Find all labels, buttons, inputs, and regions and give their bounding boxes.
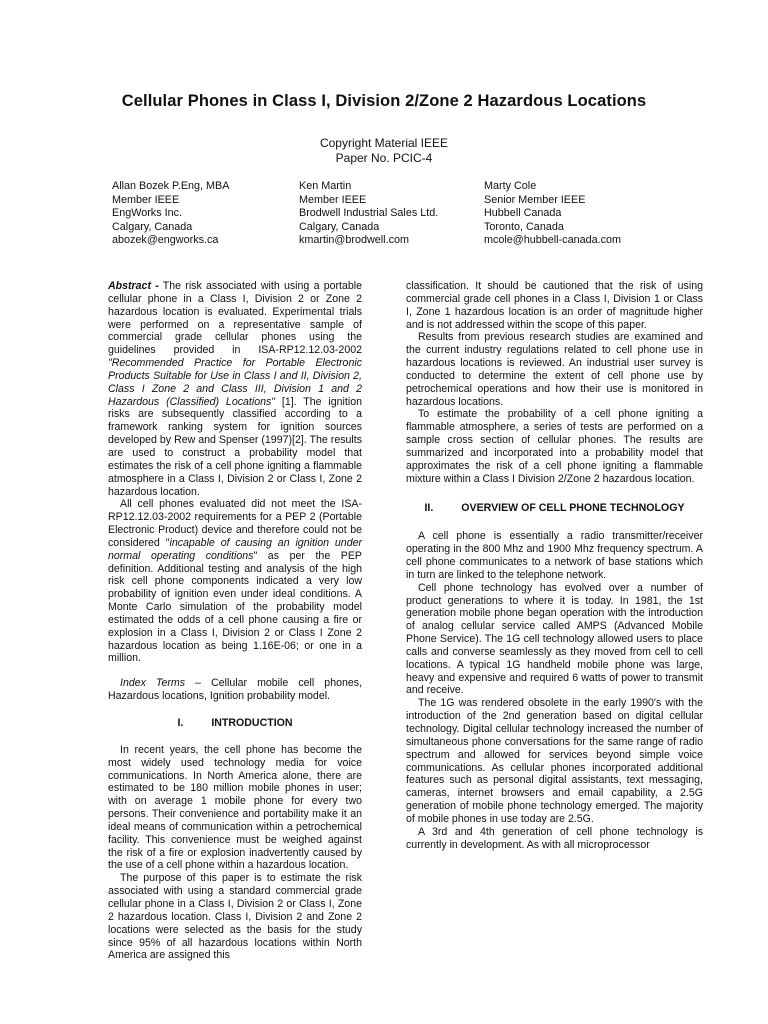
index-terms-label: Index Terms [120,677,186,690]
abstract-text: All cell phones evaluated did not meet the ISA-RP12.12.03-2002 requirements for a PEP 2 (Portable Electronic Product) device and therefore could not be considered " [108,498,362,549]
author-email: kmartin@brodwell.com [299,234,409,247]
index-terms-text: Cellular mobile cell phones, Hazardous locations, Ignition probability model. [108,677,363,703]
abstract-text: The risk associated with using a portable cellular phone in a Class I, Division 2 or Zone 2 hazardous location is evaluated. Experimental trials were performed on a representative sample of commercial grade cellular phones using the guidelines provided in ISA-RP12.12.03-2002 [108,280,362,357]
abstract-text: " as per the PEP definition. Additional testing and analysis of the high risk cell phone components indicated a very low probability of ignition even under ideal conditions. A Monte Carlo simulation of the probability model estimated the odds of a cell phone causing a fire or explosion in a Class I, Division 2 or Class I Zone 2 hazardous location as being 1.16E-06; or one in a million. [108,549,362,665]
author-2 [299,180,438,248]
right-column [406,280,703,851]
author-location: Calgary, Canada [112,220,193,233]
author-name: Ken Martin [299,180,352,192]
overview-paragraph: A cell phone is essentially a radio transmitter/receiver operating in the 800 Mhz and 1900 Mhz frequency spectrum. A cell phone communicates to a network of base stations which in turn are linked to the telephone network. [406,530,703,581]
section-number: II. [424,501,434,514]
author-org: EngWorks Inc. [112,207,183,220]
abstract-paragraph-1 [108,280,362,498]
paper-title: Cellular Phones in Class I, Division 2/Zone 2 Hazardous Locations [121,92,647,110]
intro-paragraph: To estimate the probability of a cell phone igniting a flammable atmosphere, a series of tests are performed on a sample cross section of cellular phones. The results are summarized and incorporated into a probability model that approximates the risk of a cell phone igniting a flammable mixture within a Class I Division 2/Zone 2 hazardous location. [406,408,703,485]
overview-paragraph: A 3rd and 4th generation of cell phone technology is currently in development. As with all microprocessor [406,825,703,851]
index-terms [108,677,362,703]
section-heading-introduction [108,717,362,730]
abstract-cited-title: "Recommended Practice for Portable Electronic Products Suitable for Use in Class I and II, Division 2, Class I Zone 2 and Class III, Division 1 and 2 Hazardous (Classified) Locations" [108,357,362,408]
section-number: I. [177,717,184,729]
abstract-paragraph-2 [108,498,362,665]
overview-paragraph: The 1G was rendered obsolete in the early 1990's with the introduction of the 2nd generation based on digital cellular technology. Digital cellular technology increased the number of simultaneous phone conversations for the same range of radio spectrum and allowed for services beyond simple voice communications. As cellular phones incorporated additional features such as personal digital assistants, text messaging, cameras, internet browsers and email capability, a 2.5G generation of mobile phone technology emerged. The majority of mobile phones in use today are 2.5G. [406,697,703,825]
author-name: Marty Cole [484,180,537,192]
section-title: INTRODUCTION [211,717,293,729]
overview-paragraph: Cell phone technology has evolved over a number of product generations to where it is today. In 1981, the 1st generation mobile phone began operation with the introduction of analog cellular service called AMPS (Advanced Mobile Phone Service). The 1G cell technology allowed users to place calls and converse seamlessly as they moved from cell to cell locations. A typical 1G handheld mobile phone was large, heavy and expensive and required 6 watts of power to transmit and receive. [406,581,703,697]
left-column [108,280,362,962]
author-org: Hubbell Canada [484,207,562,220]
copyright-block [0,136,768,166]
intro-continued-paragraph: classification. It should be cautioned that the risk of using commercial grade cell phones in a Class I, Division 1 or Class I, Zone 1 hazardous location is an order of magnitude higher and is not addressed within the scope of this paper. [406,280,703,331]
paper-number: Paper No. PCIC-4 [335,151,433,165]
author-role: Member IEEE [299,193,367,206]
intro-paragraph: Results from previous research studies are examined and the current industry regulations related to cell phone use in hazardous locations is reviewed. An industrial user survey is conducted to determine the extent of cell phone use by petrochemical operations and how their use is monitored in hazardous locations. [406,331,703,408]
intro-paragraph: In recent years, the cell phone has become the most widely used technology media for voice communications. In North America alone, there are estimated to be 180 million mobile phones in user; with on average 1 mobile phone for every two persons. Their convenience and portability make it an ideal means of communication within a petrochemical facility. This convenience must be weighed against the risk of a fire or explosion inadvertently caused by the use of a cell phone within a hazardous location. [108,743,362,872]
author-1 [112,180,229,248]
abstract-label: Abstract - [108,280,159,292]
author-role: Member IEEE [112,193,180,206]
author-role: Senior Member IEEE [484,193,586,206]
author-name: Allan Bozek P.Eng, MBA [112,180,230,192]
author-3 [484,180,621,248]
intro-paragraph: The purpose of this paper is to estimate the risk associated with using a standard commercial grade cellular phone in a Class I, Division 2 or Class I, Zone 2 hazardous location. Class I, Division 2 and Zone 2 locations were selected as the basis for the study since 95% of all hazardous locations within North America are assigned this [108,872,362,962]
abstract-quote: incapable of causing an ignition under normal operating conditions [108,536,362,562]
section-heading-overview [406,502,703,515]
abstract-text: [1]. The ignition risks are subsequently classified according to a framework ranking system for ignition sources developed by Rew and Spenser (1997)[2]. The results are used to construct a probability model that estimates the risk of a cell phone igniting a flammable atmosphere in a Class I, Division 2 or Class I, Zone 2 hazardous location. [108,395,362,498]
copyright-line: Copyright Material IEEE [319,136,449,150]
author-org: Brodwell Industrial Sales Ltd. [299,207,439,220]
section-title: OVERVIEW OF CELL PHONE TECHNOLOGY [461,501,685,514]
author-email: mcole@hubbell-canada.com [484,234,621,247]
index-terms-dash: – [185,677,212,690]
author-location: Toronto, Canada [484,220,564,233]
author-email: abozek@engworks.ca [112,234,219,247]
author-location: Calgary, Canada [299,220,380,233]
